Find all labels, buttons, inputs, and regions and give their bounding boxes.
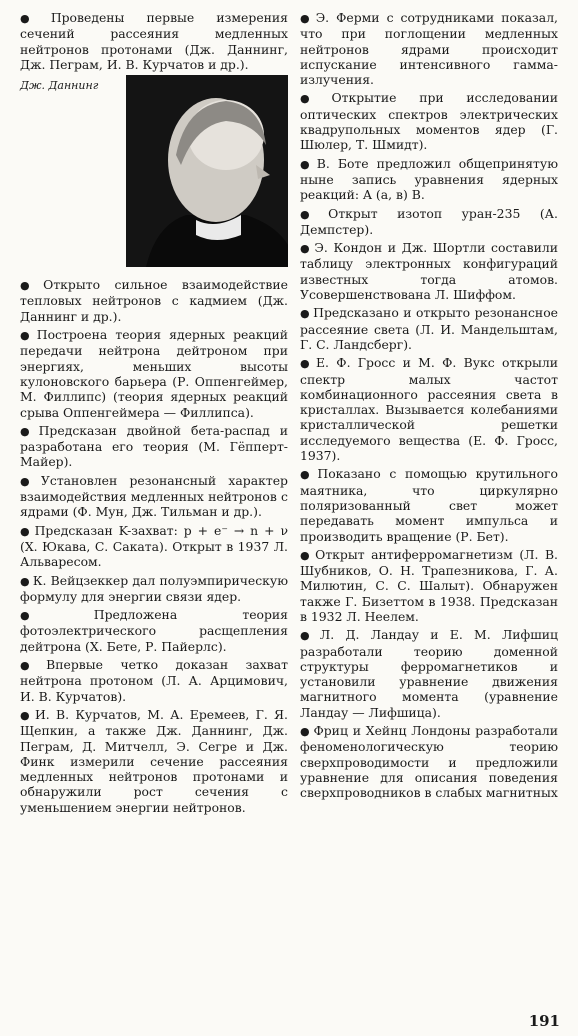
right-entry-10: ● Фриц и Хейнц Лондоны разработали феноменологическую теорию сверхпроводимости и предложили уравнение для описания поведения сверхпроводников в слабых магнитных (300, 723, 558, 801)
portrait-block (20, 75, 288, 271)
right-entry-2: ● В. Боте предложил общепринятую ныне запись уравнения ядерных реакций: A (a, в) B. (300, 155, 558, 203)
left-entry-3: ● Предсказан двойной бета-распад и разработана его теория (М. Гёпперт-Майер). (20, 422, 288, 470)
left-column (20, 10, 288, 818)
right-entry-6: ● Е. Ф. Гросс и М. Ф. Вукс открыли спектр малых частот комбинационного рассеяния света в кристаллах. Вызывается колебаниями кристаллической решетки исследуемого вещества (Е. Ф. Гросс, 1937). (300, 355, 559, 464)
left-entry-1: ● Открыто сильное взаимодействие тепловых нейтронов с кадмием (Дж. Даннинг и др.). (20, 277, 288, 324)
portrait-photo (126, 75, 288, 267)
left-entry-8: ● Впервые четко доказан захват нейтрона протоном (Л. А. Арцимович, И. В. Курчатов). (20, 657, 288, 704)
right-entry-0: ● Э. Ферми с сотрудниками показал, что при поглощении медленных нейтронов ядрами происходит испускание интенсивного гамма-излучения. (300, 10, 559, 88)
right-entry-1: ● Открытие при исследовании оптических спектров электрических квадрупольных моментов ядер (Г. Шюлер, Т. Шмидт). (300, 90, 558, 153)
right-entry-4: ● Э. Кондон и Дж. Шортли составили таблицу электронных конфигураций известных тогда атомов. Усовершенствована Л. Шиффом. (300, 240, 558, 303)
page-number: 191 (528, 1012, 560, 1030)
left-entry-5: ● Предсказан K-захват: p + e⁻ → n + ν (Х. Юкава, С. Саката). Открыт в 1937 Л. Альваресом. (20, 522, 288, 570)
right-entry-3: ● Открыт изотоп уран-235 (А. Демпстер). (300, 205, 558, 237)
right-entry-7: ● Показано с помощью крутильного маятника, что циркулярно поляризованный свет может передавать момент импульса и производить вращение (Р. Бет). (300, 466, 558, 544)
left-entry-4: ● Установлен резонансный характер взаимодействия медленных нейтронов с ядрами (Ф. Мун, Дж. Тильман и др.). (20, 472, 288, 520)
right-entry-5: ● Предсказано и открыто резонансное рассеяние света (Л. И. Мандельштам, Г. С. Ландсберг). (300, 305, 558, 352)
left-entry-7: ● Предложена теория фотоэлектрического расщепления дейтрона (Х. Бете, Р. Пайерлс). (20, 607, 288, 654)
portrait-caption: Дж. Даннинг (20, 79, 99, 93)
left-entry-9: ● И. В. Курчатов, М. А. Еремеев, Г. Я. Щепкин, а также Дж. Даннинг, Дж. Пеграм, Д. Митчелл, Э. Сегре и Дж. Финк измерили сечение рассеяния медленных нейтронов протонами и обнаружили рост сечения с уменьшением энергии нейтронов. (20, 706, 288, 815)
right-entry-9: ● Л. Д. Ландау и Е. М. Лифшиц разработали теорию доменной структуры ферромагнетиков и установили уравнение движения магнитного момента (уравнение Ландау — Лифшица). (300, 627, 558, 720)
left-entry-2: ● Построена теория ядерных реакций передачи нейтрона дейтроном при энергиях, меньших высоты кулоновского барьера (Р. Оппенгеймер, М. Филлипс) (теория ядерных реакций срыва Оппенгеймера — Филлипса). (20, 327, 288, 420)
right-column (300, 10, 558, 804)
left-entry-0: ● Проведены первые измерения сечений рассеяния медленных нейтронов протонами (Дж. Даннинг, Дж. Пеграм, И. В. Курчатов и др.). (20, 10, 288, 72)
right-entry-8: ● Открыт антиферромагнетизм (Л. В. Шубников, О. Н. Трапезникова, Г. А. Милютин, С. С. Шалыт). Обнаружен также Г. Бизеттом в 1938. Предсказан в 1932 Л. Неелем. (300, 546, 558, 624)
left-entry-6: ● К. Вейцзеккер дал полуэмпирическую формулу для энергии связи ядер. (20, 572, 288, 604)
